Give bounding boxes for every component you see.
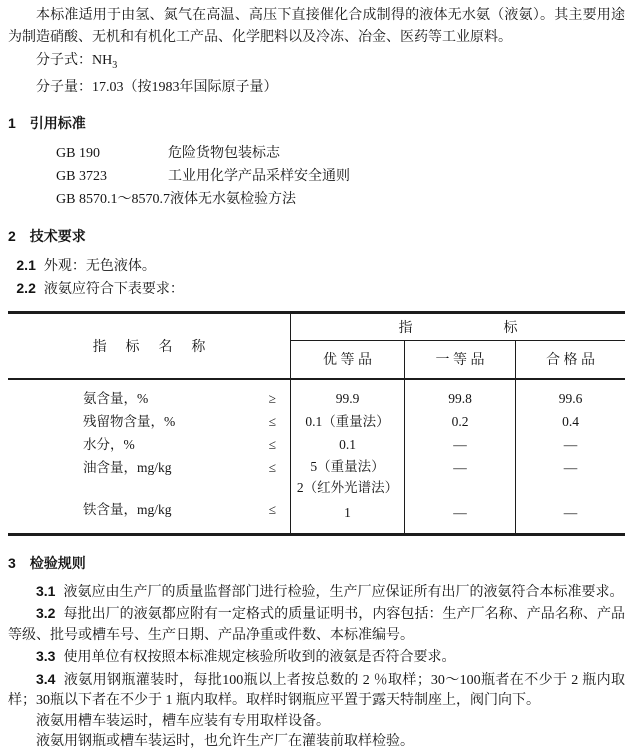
table-row-residue-content [8, 410, 291, 433]
row-relation: ≤ [268, 413, 276, 429]
clause-text: 使用单位有权按照本标准规定核验所收到的液氨是否符合要求。 [63, 650, 456, 666]
clause-3-3 [8, 646, 625, 669]
section-1-heading [8, 113, 625, 135]
clause-number: 3.4 [36, 670, 56, 687]
section-2-number: 2 [8, 227, 16, 244]
grade-header-premium: 优等品 [291, 341, 405, 378]
scope-paragraph: 本标准适用于由氢、氮气在高温、高压下直接催化合成制得的液体无水氨（液氨）。其主要用途为制造硝酸、无机和有机化工产品、化学肥料以及冷冻、冶金、医药等工业原料。 [8, 8, 625, 45]
section-2-heading [8, 226, 625, 248]
reference-code: GB 3723 [56, 168, 107, 184]
para-tanker-sampling: 液氨用槽车装运时，槽车应装有专用取样设备。 [36, 713, 330, 729]
para-prefill-sampling: 液氨用钢瓶或槽车装运时，也允许生产厂在灌装前取样检验。 [36, 734, 414, 750]
formula-label: 分子式： [36, 53, 92, 68]
clause-text: 液氨应由生产厂的质量监督部门进行检验，生产厂应保证所有出厂的液氨符合本标准要求。 [63, 584, 624, 600]
row-name: 油含量，mg/kg [83, 459, 172, 475]
cell-premium: 99.9 [291, 380, 405, 410]
cell-qualified: 0.4 [562, 413, 579, 429]
document-page [8, 5, 625, 753]
formula-subscript: 3 [112, 59, 118, 71]
formula-base: NH [92, 53, 113, 68]
cell-qualified: — [563, 436, 578, 452]
molecular-formula-line [8, 50, 625, 76]
clause-number: 3.3 [36, 648, 56, 665]
table-row-moisture [8, 433, 291, 456]
cell-first: — [405, 456, 516, 498]
cell-first: 0.2 [405, 410, 516, 433]
row-relation: ≥ [268, 390, 276, 406]
cell-qualified: — [563, 504, 578, 520]
clause-number: 3.2 [36, 605, 56, 622]
table-row-oil-content [8, 456, 291, 498]
clause-number: 3.1 [36, 582, 56, 599]
reference-item-gb3723 [56, 165, 625, 188]
clause-number: 2.1 [16, 256, 36, 273]
cell-qualified: 99.6 [558, 390, 583, 406]
cell-premium: 0.1（重量法） [291, 410, 405, 433]
reference-title: 危险货物包装标志 [168, 145, 280, 161]
reference-item-gb190 [56, 142, 625, 165]
row-name: 水分，% [83, 436, 135, 452]
cell-premium-line2: 2（红外光谱法） [296, 479, 399, 495]
row-relation: ≤ [268, 501, 276, 517]
cell-qualified: — [563, 459, 578, 475]
cell-premium: 0.1 [291, 433, 405, 456]
table-group-header: 指标 [291, 314, 625, 341]
cell-premium: 1 [291, 498, 405, 533]
reference-code: GB 190 [56, 145, 100, 161]
reference-list [8, 142, 625, 211]
clause-3-1 [8, 581, 625, 604]
cell-first: 99.8 [405, 380, 516, 410]
reference-code: GB 8570.1～8570.7 [56, 191, 170, 207]
clause-text: 液氨用钢瓶灌装时，每批100瓶以上者按总数的 2 ％取样；30～100瓶者在不少于 2 瓶内取样；30瓶以下者在不少于 1 瓶内取样。取样时钢瓶应平置于露天特制座上，阀门向下。 [8, 672, 625, 709]
reference-title: 液体无水氨检验方法 [169, 191, 296, 207]
cell-first: — [405, 433, 516, 456]
section-3-heading [8, 553, 625, 575]
clause-text: 外观：无色液体。 [43, 258, 156, 274]
grade-header-qualified: 合格品 [546, 353, 599, 369]
reference-title: 工业用化学产品采样安全通则 [168, 168, 350, 184]
table-row-ammonia-content [8, 380, 291, 410]
clause-text: 液氨应符合下表要求： [43, 281, 184, 297]
row-name: 残留物含量，% [83, 413, 176, 429]
cell-premium-line1: 5（重量法） [310, 458, 385, 474]
grade-header-first: 一等品 [405, 341, 516, 378]
row-relation: ≤ [268, 459, 276, 475]
spec-table [8, 311, 625, 536]
section-2-title: 技术要求 [29, 229, 86, 245]
section-1-number: 1 [8, 114, 16, 131]
table-row-iron-content [8, 498, 291, 533]
molecular-weight-line: 分子量：17.03（按1983年国际原子量） [36, 79, 278, 95]
row-relation: ≤ [268, 436, 276, 452]
clause-3-4 [8, 669, 625, 712]
clause-3-2 [8, 603, 625, 646]
section-3-title: 检验规则 [29, 556, 86, 572]
spec-table-body [8, 380, 625, 533]
clause-text: 每批出厂的液氨都应附有一定格式的质量证明书，内容包括：生产厂名称、产品名称、产品等级、批号或槽车号、生产日期、产品净重或件数、本标准编号。 [8, 607, 625, 643]
clause-2-1 [8, 255, 625, 277]
clause-2-2 [8, 278, 625, 300]
section-3-number: 3 [8, 554, 16, 571]
cell-premium [291, 456, 405, 498]
section-1-title: 引用标准 [29, 116, 86, 132]
cell-first: — [405, 498, 516, 533]
table-name-column-header: 指标名称 [8, 314, 291, 378]
clause-number: 2.2 [16, 279, 36, 296]
reference-item-gb8570 [56, 188, 625, 211]
spec-table-header [8, 314, 625, 380]
row-name: 氨含量，% [83, 390, 149, 406]
row-name: 铁含量，mg/kg [83, 501, 172, 517]
